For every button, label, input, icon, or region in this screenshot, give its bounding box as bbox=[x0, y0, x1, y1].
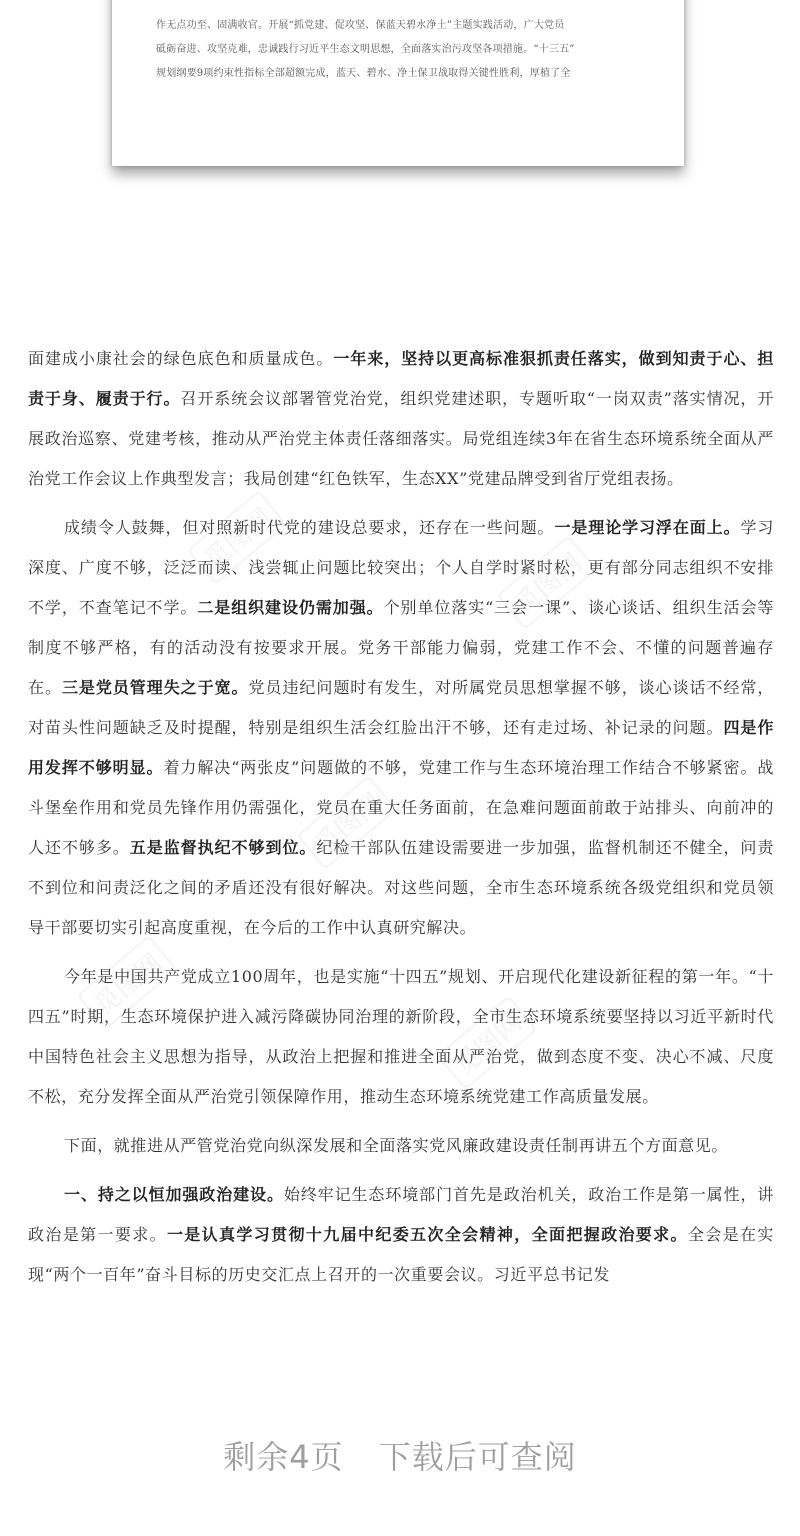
watermark: 觅图网 bbox=[77, 935, 178, 1030]
remaining-pages-text: 剩余4页 bbox=[223, 1438, 344, 1476]
text-run: 面建成小康社会的绿色底色和质量成色。 bbox=[28, 349, 334, 368]
text-run: 成绩令人鼓舞，但对照新时代党的建设总要求，还存在一些问题。 bbox=[64, 518, 555, 537]
bold-run: 三是党员管理失之于宽。 bbox=[61, 678, 249, 697]
paragraph-outline: 下面，就推进从严管党治党向纵深发展和全面落实党风廉政建设责任制再讲五个方面意见。 bbox=[64, 1136, 729, 1155]
watermark: 觅图网 bbox=[497, 535, 598, 630]
bold-run: 二是组织建设仍需加强。 bbox=[197, 598, 384, 617]
document-body bbox=[28, 339, 774, 1295]
bold-run: 一是认真学习贯彻十九届中纪委五次全会精神，全面把握政治要求。 bbox=[166, 1225, 688, 1244]
watermark: 觅图网 bbox=[187, 490, 288, 585]
watermark: 觅图网 bbox=[437, 995, 538, 1090]
paragraph-achievements bbox=[28, 339, 774, 499]
text-run: 召开系统会议部署管党治党，组织党建述职，专题听取“一岗双责”落实情况，开展政治巡察、党建考核，推动从严治党主体责任落细落实。局党组连续3年在省生态环境系统全面从严治党工作会议上作典型发言；我局创建“红色铁军，生态XX”党建品牌受到省厅党组表扬。 bbox=[28, 389, 774, 488]
text-run: 党员违纪问题时有发生，对所属党员思想掌握不够，谈心谈话不经常，对苗头性问题缺乏及时提醒，特别是组织生活会红脸出汗不够，还有走过场、补记录的问题。 bbox=[28, 678, 775, 737]
preview-line: 砥砺奋进、攻坚克难，忠诚践行习近平生态文明思想，全面落实治污攻坚各项措施。“十三五” bbox=[156, 44, 575, 55]
watermark: 觅图网 bbox=[297, 775, 398, 870]
text-run: 学习深度、广度不够，泛泛而读、浅尝辄止问题比较突出；个人自学时紧时松，更有部分同志组织不安排不学，不查笔记不学。 bbox=[28, 518, 774, 617]
bold-run: 一是理论学习浮在面上。 bbox=[554, 518, 741, 537]
download-prompt[interactable] bbox=[0, 1432, 800, 1478]
text-run: 纪检干部队伍建设需要进一步加强，监督机制还不健全，问责不到位和问责泛化之间的矛盾还没有很好解决。对这些问题，全市生态环境系统各级党组织和党员领导干部要切实引起高度重视，在今后的工作中认真研究解决。 bbox=[28, 838, 774, 937]
text-run: 个别单位落实“三会一课”、谈心谈话、组织生活会等制度不够严格，有的活动没有按要求开展。党务干部能力偏弱，党建工作不会、不懂的问题普遍存在。 bbox=[28, 598, 774, 697]
bold-run: 四是作用发挥不够明显。 bbox=[28, 718, 774, 777]
text-run: 全会是在实现“两个一百年”奋斗目标的历史交汇点上召开的一次重要会议。习近平总书记发 bbox=[28, 1225, 774, 1284]
text-run: 始终牢记生态环境部门首先是政治机关，政治工作是第一属性，讲政治是第一要求。 bbox=[28, 1185, 774, 1244]
paragraph-section-one bbox=[28, 1175, 774, 1295]
preview-line: 规划纲要9项约束性指标全部超额完成，蓝天、碧水、净土保卫战取得关键性胜利，厚植了全 bbox=[156, 68, 571, 79]
text-run: 着力解决“两张皮”问题做的不够，党建工作与生态环境治理工作结合不够紧密。战斗堡垒作用和党员先锋作用仍需强化，党员在重大任务面前，在急难问题面前敢于站排头、向前冲的人还不够多。 bbox=[28, 758, 774, 857]
preview-line: 作无点功至、固满收官。开展“抓党建、促攻坚、保蓝天碧水净土”主题实践活动，广大党员 bbox=[156, 20, 565, 31]
preview-page-card bbox=[112, 0, 684, 166]
bold-run: 五是监督执纪不够到位。 bbox=[129, 838, 317, 857]
bold-run: 一年来，坚持以更高标准狠抓责任落实，做到知责于心、担责于身、履责于行。 bbox=[28, 349, 774, 408]
paragraph-problems bbox=[28, 508, 774, 948]
paragraph-this-year: 今年是中国共产党成立100周年，也是实施“十四五”规划、开启现代化建设新征程的第一年。“十四五”时期，生态环境保护进入减污降碳协同治理的新阶段，全市生态环境系统要坚持以习近平新时代中国特色社会主义思想为指导，从政治上把握和推进全面从严治党，做到态度不变、决心不减、尺度不松，充分发挥全面从严治党引领保障作用，推动生态环境系统党建工作高质量发展。 bbox=[28, 967, 774, 1106]
bold-run: 一、持之以恒加强政治建设。 bbox=[64, 1185, 284, 1204]
download-hint-text: 下载后可查阅 bbox=[378, 1438, 577, 1476]
